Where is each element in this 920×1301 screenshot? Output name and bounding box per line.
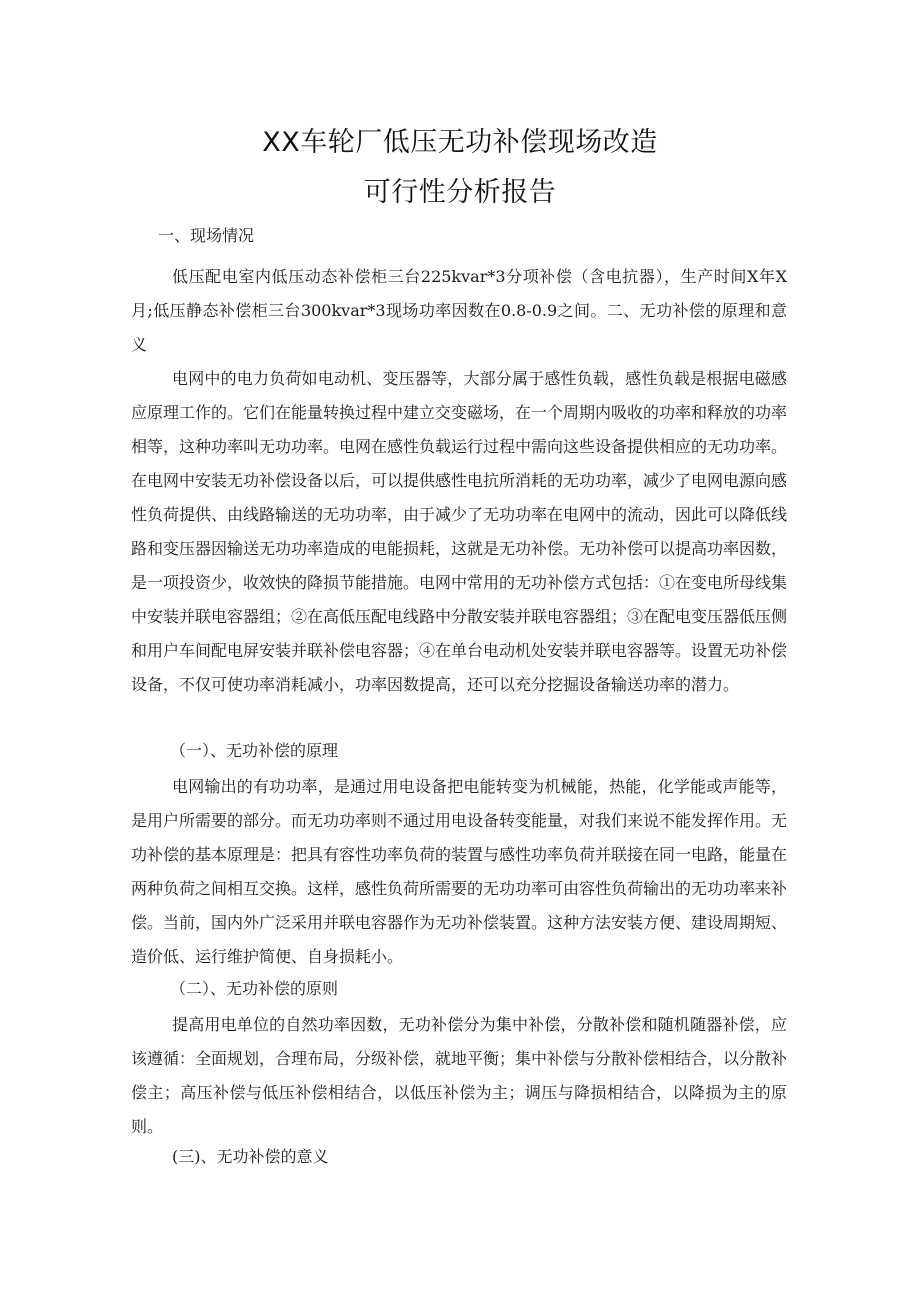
paragraph-principle: 电网输出的有功功率，是通过用电设备把电能转变为机械能，热能，化学能或声能等，是用户所需要的部分。而无功功率则不通过用电设备转变能量，对我们来说不能发挥作用。无功补偿的基本原理是：把具有容性功率负荷的装置与感性功率负荷并联接在同一电路，能量在两种负荷之间相互交换。这样，感性负荷所需要的无功功率可由容性负荷输出的无功功率来补偿。当前，国内外广泛采用并联电容器作为无功补偿装置。这种方法安装方便、建设周期短、造价低、运行维护简便、自身损耗小。 [131,777,788,966]
section-heading-site-situation: 一、现场情况 [158,226,255,245]
report-title-line-2: 可行性分析报告 [363,177,557,208]
report-title-line-1: XX车轮厂低压无功补偿现场改造 [262,127,658,158]
paragraph-reactive-power-meaning: 电网中的电力负荷如电动机、变压器等，大部分属于感性负载，感性负载是根据电磁感应原理工作的。它们在能量转换过程中建立交变磁场，在一个周期内吸收的功率和释放的功率相等，这种功率叫无功功率。电网在感性负载运行过程中需向这些设备提供相应的无功功率。在电网中安装无功补偿设备以后，可以提供感性电抗所消耗的无功功率，减少了电网电源向感性负荷提供、由线路输送的无功功率，由于减少了无功功率在电网中的流动，因此可以降低线路和变压器因输送无功功率造成的电能损耗，这就是无功补偿。无功补偿可以提高功率因数，是一项投资少，收效快的降损节能措施。电网中常用的无功补偿方式包括：①在变电所母线集中安装并联电容器组；②在高低压配电线路中分散安装并联电容器组；③在配电变压器低压侧和用户车间配电屏安装并联补偿电容器；④在单台电动机处安装并联电容器等。设置无功补偿设备，不仅可使功率消耗减小，功率因数提高，还可以充分挖掘设备输送功率的潜力。 [131,369,788,694]
paragraph-rules: 提高用电单位的自然功率因数，无功补偿分为集中补偿，分散补偿和随机随器补偿，应该遵循：全面规划，合理布局，分级补偿，就地平衡；集中补偿与分散补偿相结合，以分散补偿主；高压补偿与低压补偿相结合，以低压补偿为主；调压与降损相结合，以降损为主的原则。 [131,1015,788,1136]
section-heading-rules: （二）、无功补偿的原则 [170,979,339,998]
section-heading-principle: （一）、无功补偿的原理 [170,741,339,760]
section-heading-significance: (三)、无功补偿的意义 [172,1147,329,1166]
paragraph-site-situation: 低压配电室内低压动态补偿柜三台225kvar*3分项补偿（含电抗器），生产时间X年X月;低压静态补偿柜三台300kvar*3现场功率因数在0.8-0.9之间。二、无功补偿的原理和意义 [131,267,787,354]
